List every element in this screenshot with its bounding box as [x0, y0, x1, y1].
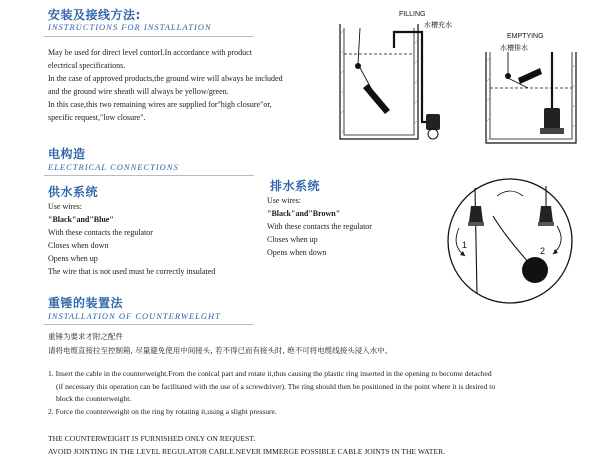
step-line: 2. Force the counterweight on the ring by rotating it,using a slight pressure. [48, 406, 277, 416]
counterweight-zh-notes [48, 330, 392, 358]
install-title-zh: 安装及接线方法: [48, 8, 141, 22]
counterweight-title-zh: 重锤的装置法 [48, 296, 124, 310]
install-divider [44, 36, 254, 37]
electrical-title-zh: 电构造 [48, 147, 86, 161]
step-line: 1. Insert the cable in the counterweight.From the conical part and rotate it,thus causing the plastic ring inserted in the opening to become detached [48, 369, 492, 378]
counterweight-zh-line: 重锤为要求才附之配件 [48, 332, 123, 341]
supply-line: With these contacts the regulator [48, 228, 153, 237]
install-line: electrical specifications. [48, 61, 126, 70]
electrical-divider [44, 175, 254, 176]
drain-line: With these contacts the regulator [267, 222, 372, 231]
supply-line: Use wires: [48, 202, 82, 211]
supply-line: The wire that is not used must be correctly insulated [48, 267, 216, 276]
counterweight-title-en: INSTALLATION OF COUNTERWELGHT [48, 311, 221, 321]
install-line: specific request,"low closure". [48, 113, 146, 122]
drain-title-zh: 排水系统 [270, 179, 321, 193]
supply-line: Closes when down [48, 241, 109, 250]
supply-text [48, 200, 215, 278]
step-mark-2: 2 [540, 246, 546, 256]
drain-text [267, 194, 372, 259]
drain-wires: "Black"and"Brown" [267, 209, 341, 218]
step-line: (if necessary this operation can be facilitated with the use of a screwdriver). The ring should then be positioned in the point where it is desired to [56, 381, 496, 391]
install-title-en: INSTRUCTIONS FOR INSTALLATION [48, 22, 212, 32]
filling-tank-diagram [330, 14, 450, 149]
install-line: May be used for direct level contorl.In accordance with product [48, 48, 252, 57]
electrical-title-en: ELECTRICAL CONNECTIONS [48, 162, 179, 172]
drain-line: Use wires: [267, 196, 301, 205]
step-line: block the counterweight. [56, 394, 132, 403]
step-mark-1: 1 [462, 240, 468, 250]
emptying-label: EMPTYING [507, 33, 544, 40]
filling-label: FILLING [399, 11, 426, 18]
note-line: THE COUNTERWEIGHT IS FURNISHED ONLY ON REQUEST. [48, 434, 256, 443]
counterweight-notes [48, 432, 445, 458]
drain-line: Opens when down [267, 248, 327, 257]
emptying-label-zh: 水槽排水 [500, 44, 528, 52]
install-line: In the case of approved products,the ground wire will always be included [48, 74, 283, 83]
filling-label-zh: 水槽充水 [424, 21, 452, 29]
emptying-tank-diagram [478, 48, 588, 153]
counterweight-diagram [435, 176, 585, 306]
counterweight-divider [44, 324, 254, 325]
drain-line: Closes when up [267, 235, 318, 244]
supply-title-zh: 供水系统 [48, 185, 99, 199]
install-text [48, 46, 283, 124]
counterweight-zh-line: 请将电缆直接拉至控制箱, 尽量避免使用中间接头, 若不得已而有接头时, 绝不可将电缆线接头浸入水中。 [48, 346, 393, 355]
note-line: AVOID JOINTING IN THE LEVEL REGULATOR CABLE.NEVER IMMERGE POSSIBLE CABLE JOINTS IN THE WATER. [48, 447, 446, 456]
counterweight-steps [48, 368, 495, 418]
supply-line: Opens when up [48, 254, 98, 263]
supply-wires: "Black"and"Blue" [48, 215, 114, 224]
install-line: In this case,this two remaining wires are supplied for"high closure"or, [48, 100, 272, 109]
install-line: and the ground wire sheath will always be yellow/green. [48, 87, 229, 96]
